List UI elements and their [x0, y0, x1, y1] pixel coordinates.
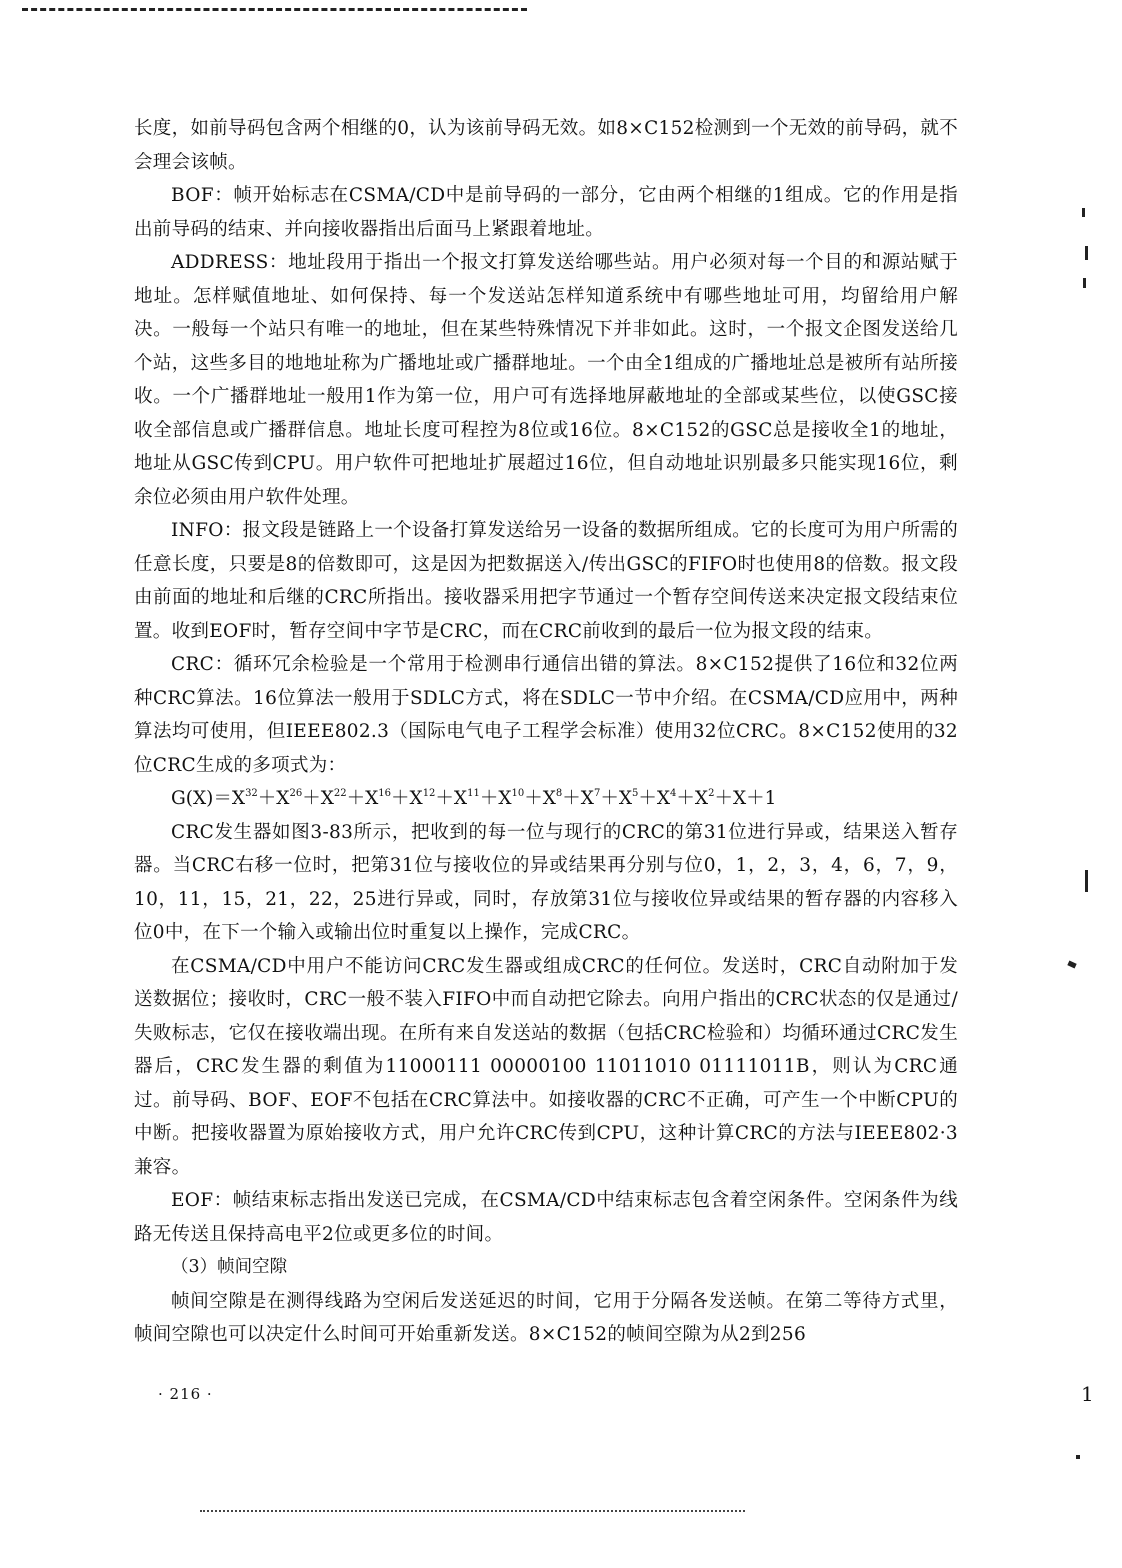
margin-mark: 1: [1081, 1382, 1094, 1406]
page-body: [134, 112, 958, 1352]
paragraph-crc-generator: CRC发生器如图3-83所示，把收到的每一位与现行的CRC的第31位进行异或，结果送入暂存器。当CRC右移一位时，把第31位与接收位的异或结果再分别与位0，1，2，3，4，6，7，9，10，11，15，21，22，25进行异或，同时，存放第31位与接收位异或结果的暂存器的内容移入位0中，在下一个输入或输出位时重复以上操作，完成CRC。: [134, 821, 958, 943]
exponent: 5: [632, 788, 639, 799]
scan-speck: [1083, 278, 1086, 288]
paragraph-info: INFO：报文段是链路上一个设备打算发送给另一设备的数据所组成。它的长度可为用户所需的任意长度，只要是8的倍数即可，这是因为把数据送入/传出GSC的FIFO时也使用8的倍数。报文段由前面的地址和后继的CRC所指出。接收器采用把字节通过一个暂存空间传送来决定报文段结束位置。收到EOF时，暂存空间中字节是CRC，而在CRC前收到的最后一位为报文段的结束。: [134, 520, 958, 642]
formula-term: ＋X: [435, 788, 468, 809]
paragraph-csma-crc: 在CSMA/CD中用户不能访问CRC发生器或组成CRC的任何位。发送时，CRC自动附加于发送数据位；接收时，CRC一般不装入FIFO中而自动把它除去。向用户指出的CRC状态的仅是通过/失败标志，它仅在接收端出现。在所有来自发送站的数据（包括CRC检验和）均循环通过CRC发生器后，CRC发生器的剩值为11000111 00000100 11011010 01111011B，则认为CRC通过。前导码、BOF、EOF不包括在CRC算法中。如接收器的CRC不正确，可产生一个中断CPU的中断。把接收器置为原始接收方式，用户允许CRC传到CPU，这种计算CRC的方法与IEEE802·3兼容。: [134, 955, 958, 1178]
exponent: 12: [422, 788, 436, 799]
page-number: · 216 ·: [158, 1385, 213, 1403]
exponent: 8: [555, 788, 563, 799]
exponent: 32: [245, 788, 258, 799]
formula-term: ＋X: [391, 788, 423, 809]
paragraph-bof: BOF：帧开始标志在CSMA/CD中是前导码的一部分，它由两个相继的1组成。它的作用是指出前导码的结束、并向接收器指出后面马上紧跟着地址。: [134, 185, 958, 240]
scan-speck: [1082, 208, 1085, 217]
paragraph-preamble-end: 长度，如前导码包含两个相继的0，认为该前导码无效。如8×C152检测到一个无效的前导码，就不会理会该帧。: [134, 118, 958, 173]
exponent: 2: [708, 788, 715, 799]
exponent: 26: [289, 788, 303, 799]
exponent: 10: [511, 788, 525, 799]
paragraph-eof: EOF：帧结束标志指出发送已完成，在CSMA/CD中结束标志包含着空闲条件。空闲条件为线路无传送且保持高电平2位或更多位的时间。: [134, 1190, 958, 1245]
exponent: 22: [333, 788, 347, 799]
formula-term: ＋X: [302, 788, 334, 809]
formula-term: ＋X: [346, 788, 379, 809]
exponent: 11: [467, 788, 480, 799]
exponent: 7: [593, 788, 601, 799]
formula-term: ＋X: [479, 788, 512, 809]
formula-term: ＋X: [524, 788, 556, 809]
formula-lhs: G(X)＝X: [171, 788, 246, 809]
paragraph-interframe-gap: 帧间空隙是在测得线路为空闲后发送延迟的时间，它用于分隔各发送帧。在第二等待方式里，帧间空隙也可以决定什么时间可开始重新发送。8×C152的帧间空隙为从2到256: [134, 1290, 958, 1345]
formula-term: ＋X: [638, 788, 671, 809]
paragraph-crc: CRC：循环冗余检验是一个常用于检测串行通信出错的算法。8×C152提供了16位和32位两种CRC算法。16位算法一般用于SDLC方式，将在SDLC一节中介绍。在CSMA/CD应用中，两种算法均可使用，但IEEE802.3（国际电气电子工程学会标准）使用32位CRC。8×C152使用的32位CRC生成的多项式为：: [134, 654, 958, 776]
scan-speck: [1076, 1455, 1080, 1459]
exponent: 16: [378, 788, 392, 799]
formula-term: ＋X: [600, 788, 632, 809]
formula-term: ＋X: [257, 788, 290, 809]
scan-speck: [1085, 246, 1088, 260]
crc-polynomial-formula: [134, 782, 958, 816]
formula-term: ＋X: [562, 788, 594, 809]
exponent: 4: [670, 788, 677, 799]
top-edge-dashes: [22, 8, 527, 15]
formula-term: ＋X＋1: [714, 788, 777, 809]
scan-speck: [1067, 961, 1076, 969]
bottom-edge-dots: [200, 1510, 745, 1515]
scan-speck: [1085, 870, 1088, 892]
paragraph-address: ADDRESS：地址段用于指出一个报文打算发送给哪些站。用户必须对每一个目的和源站赋于地址。怎样赋值地址、如何保持、每一个发送站怎样知道系统中有哪些地址可用，均留给用户解决。一般每一个站只有唯一的地址，但在某些特殊情况下并非如此。这时，一个报文企图发送给几个站，这些多目的地地址称为广播地址或广播群地址。一个由全1组成的广播地址总是被所有站所接收。一个广播群地址一般用1作为第一位，用户可有选择地屏蔽地址的全部或某些位，以使GSC接收全部信息或广播群信息。地址长度可程控为8位或16位。8×C152的GSC总是接收全1的地址，地址从GSC传到CPU。用户软件可把地址扩展超过16位，但自动地址识别最多只能实现16位，剩余位必须由用户软件处理。: [134, 252, 958, 508]
formula-term: ＋X: [676, 788, 709, 809]
section-subheading: （3）帧间空隙: [171, 1257, 288, 1277]
